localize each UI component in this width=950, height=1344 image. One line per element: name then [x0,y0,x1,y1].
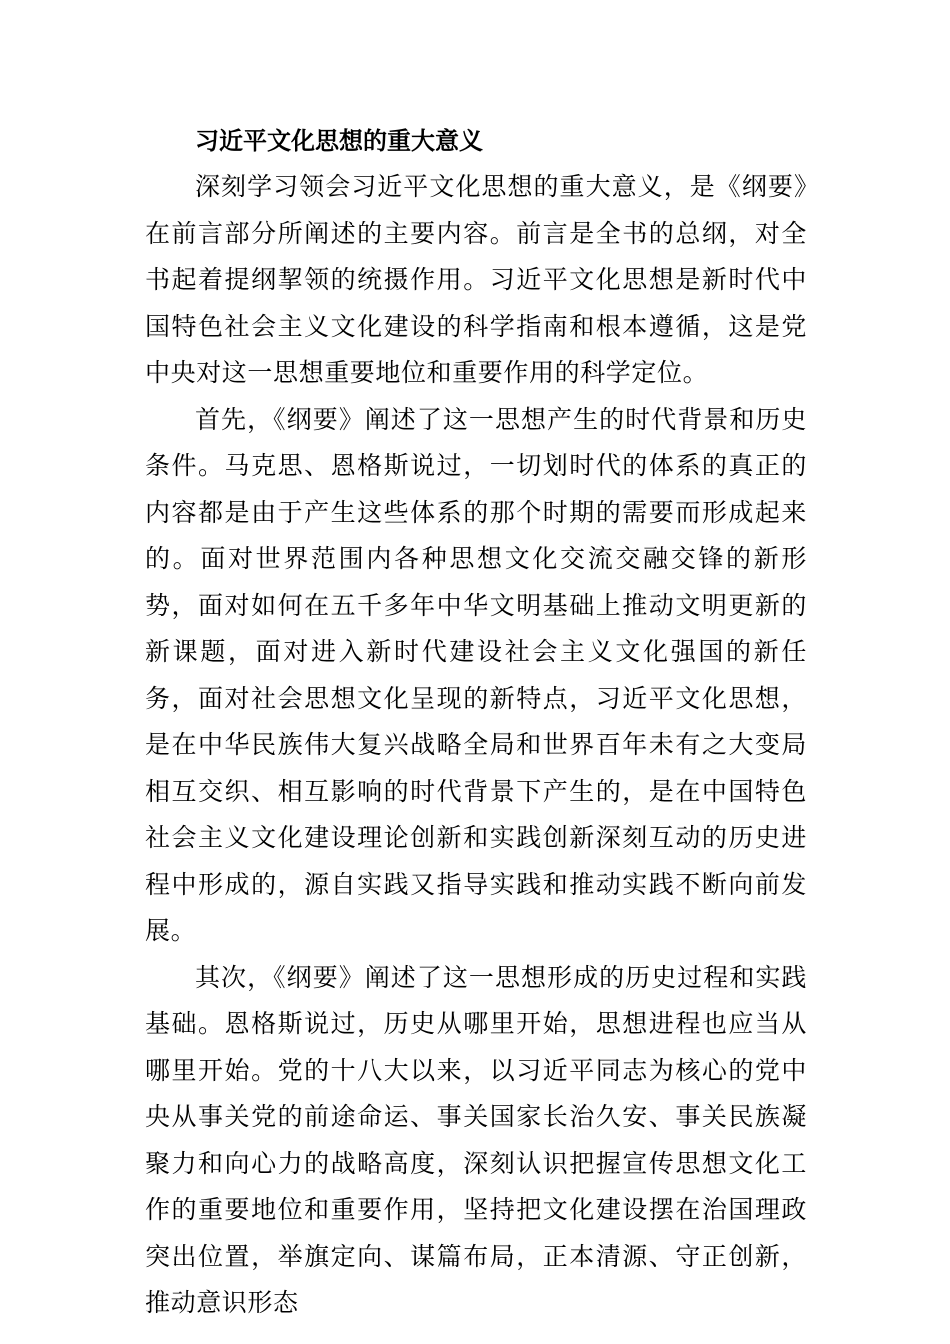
paragraph-first-background: 首先，《纲要》阐述了这一思想产生的时代背景和历史条件。马克思、恩格斯说过，一切划时代的体系的真正的内容都是由于产生这些体系的那个时期的需要而形成起来的。面对世界范围内各种思想文化交流交融交锋的新形势，面对如何在五千多年中华文明基础上推动文明更新的新课题，面对进入新时代建设社会主义文化强国的新任务，面对社会思想文化呈现的新特点，习近平文化思想，是在中华民族伟大复兴战略全局和世界百年未有之大变局相互交织、相互影响的时代背景下产生的，是在中国特色社会主义文化建设理论创新和实践创新深刻互动的历史进程中形成的，源自实践又指导实践和推动实践不断向前发展。 [145,404,807,945]
paragraph-significance-intro: 深刻学习领会习近平文化思想的重大意义，是《纲要》在前言部分所阐述的主要内容。前言是全书的总纲，对全书起着提纲挈领的统摄作用。习近平文化思想是新时代中国特色社会主义文化建设的科学指南和根本遵循，这是党中央对这一思想重要地位和重要作用的科学定位。 [145,172,807,387]
document-page [145,118,807,1327]
paragraph-second-history: 其次，《纲要》阐述了这一思想形成的历史过程和实践基础。恩格斯说过，历史从哪里开始，思想进程也应当从哪里开始。党的十八大以来，以习近平同志为核心的党中央从事关党的前途命运、事关国家长治久安、事关民族凝聚力和向心力的战略高度，深刻认识把握宣传思想文化工作的重要地位和重要作用，坚持把文化建设摆在治国理政突出位置，举旗定向、谋篇布局，正本清源、守正创新，推动意识形态 [145,962,807,1317]
document-heading: 习近平文化思想的重大意义 [195,127,483,155]
